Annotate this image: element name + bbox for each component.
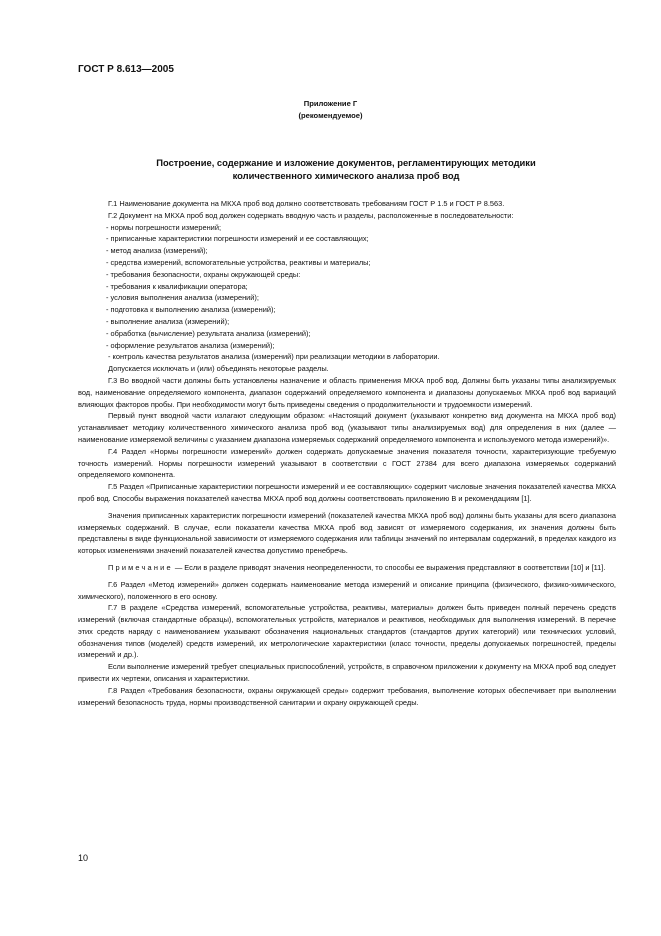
annex-status: (рекомендуемое) <box>298 111 363 120</box>
paragraph-values: Значения приписанных характеристик погрешности измерений (показателей качества МКХА проб вод) должны быть указаны для всего диапазона измеряемых содержаний. В случае, если показатели качества МКХА проб вод зависят от измеряемого содержания, их значения должны быть представлены в виде функциональной зависимости от измеряемого содержания или таблицы значений по интервалам содержаний, в пределах каждого из которых изменениями значений показателей качества допустимо пренебречь. <box>78 510 616 556</box>
annex-heading <box>0 98 661 122</box>
paragraph-g6: Г.6 Раздел «Метод измерений» должен содержать наименование метода измерений и описание принципа (физического, физико-химического, химического), положенного в его основу. <box>78 579 616 601</box>
list-item: - средства измерений, вспомогательные устройства, реактивы и материалы; <box>106 257 371 267</box>
list-item: - оформление результатов анализа (измерений); <box>106 340 275 350</box>
list-item: - обработка (вычисление) результата анализа (измерений); <box>106 328 311 338</box>
list-item: - подготовка к выполнению анализа (измерений); <box>106 305 276 315</box>
document-header: ГОСТ Р 8.613—2005 <box>78 64 174 75</box>
list-item: - нормы погрешности измерений; <box>106 222 221 232</box>
title-line-1: Построение, содержание и изложение документов, регламентирующих методики <box>156 157 536 168</box>
list-item: - условия выполнения анализа (измерений); <box>106 293 259 303</box>
paragraph-g1: Г.1 Наименование документа на МКХА проб вод должно соответствовать требованиям ГОСТ Р 1.5 и ГОСТ Р 8.563. <box>108 199 505 208</box>
paragraph-special: Если выполнение измерений требует специальных приспособлений, устройств, в справочном приложении к документу на МКХА проб вод следует привести их чертежи, описания и характеристики. <box>78 662 616 684</box>
paragraph-g2: Г.2 Документ на МКХА проб вод должен содержать вводную часть и разделы, расположенные в последовательности: <box>108 210 514 220</box>
list-item: - контроль качества результатов анализа (измерений) при реализации методики в лаборатории. <box>108 352 440 362</box>
note <box>78 562 616 574</box>
document-body <box>78 198 616 708</box>
list-item: - выполнение анализа (измерений); <box>106 316 230 326</box>
list-item: - требования безопасности, охраны окружающей среды: <box>106 269 301 279</box>
annex-label: Приложение Г <box>303 99 358 108</box>
list-item: - метод анализа (измерений); <box>106 246 208 256</box>
paragraph-allow: Допускается исключать и (или) объединять некоторые разделы. <box>108 364 329 374</box>
list-item: - приписанные характеристики погрешности измерений и ее составляющих; <box>106 234 369 244</box>
title-line-2: количественного химического анализа проб вод <box>232 170 460 181</box>
paragraph-g8: Г.8 Раздел «Требования безопасности, охраны окружающей среды» содержит требования, выполнение которых обеспечивает при выполнении измерений безопасность труда, нормы производственной санитарии и охрану окружающей среды. <box>78 685 616 707</box>
section-title <box>90 156 602 182</box>
paragraph-first-clause: Первый пункт вводной части излагают следующим образом: «Настоящий документ (указывают конкретно вид документа на МКХА проб вод) устанавливает методику количественного химического анализа проб вод (указывают типы анализируемых вод) для определения в них (далее — наименование измеряемой величины с указанием диапазона измеряемых содержаний определяемого компонента и используемого метода измерений)». <box>78 411 616 444</box>
page-number: 10 <box>78 853 89 863</box>
paragraph-g4: Г.4 Раздел «Нормы погрешности измерений» должен содержать допускаемые значения показателя точности, характеризующие требуемую точность измерений. Нормы погрешности измерений указывают в соответствии с ГОСТ 27384 для всего диапазона измеряемых содержаний определяемого компонента. <box>78 446 616 480</box>
list-item: - требования к квалификации оператора; <box>106 281 248 291</box>
paragraph-g7: Г.7 В разделе «Средства измерений, вспомогательные устройства, реактивы, материалы» должен быть приведен полный перечень средств измерений (включая стандартные образцы), вспомогательных устройств, материалов и реактивов, необходимых для выполнения измерений. В перечне этих средств наряду с наименованием указывают обозначения национальных стандартов (стандартов других категорий) или технических условий, обозначения типов (моделей) средств измерений, их метрологические характеристики (класс точности, пределы допускаемых погрешностей, пределы измерений и др.). <box>78 603 616 660</box>
paragraph-g5: Г.5 Раздел «Приписанные характеристики погрешности измерений и ее составляющих» содержит числовые значения показателей качества МКХА проб вод. Способы выражения показателей качества МКХА проб вод должны соответствовать приложению В и рекомендациям [1]. <box>78 482 616 503</box>
note-label: Примечание <box>108 562 173 572</box>
note-text: — Если в разделе приводят значения неопределенности, то способы ее выражения представляют в соответствии [10] и [11]. <box>172 562 606 572</box>
paragraph-g3: Г.3 Во вводной части должны быть установлены назначение и область применения МКХА проб вод. Должны быть указаны типы анализируемых вод, наименование определяемого компонента, диапазон содержаний определяемого компонента и диапазоны допускаемых МКХА проб вод вариаций влияющих факторов пробы. При необходимости могут быть приведены сведения о продолжительности и трудоемкости измерений. <box>78 375 616 409</box>
